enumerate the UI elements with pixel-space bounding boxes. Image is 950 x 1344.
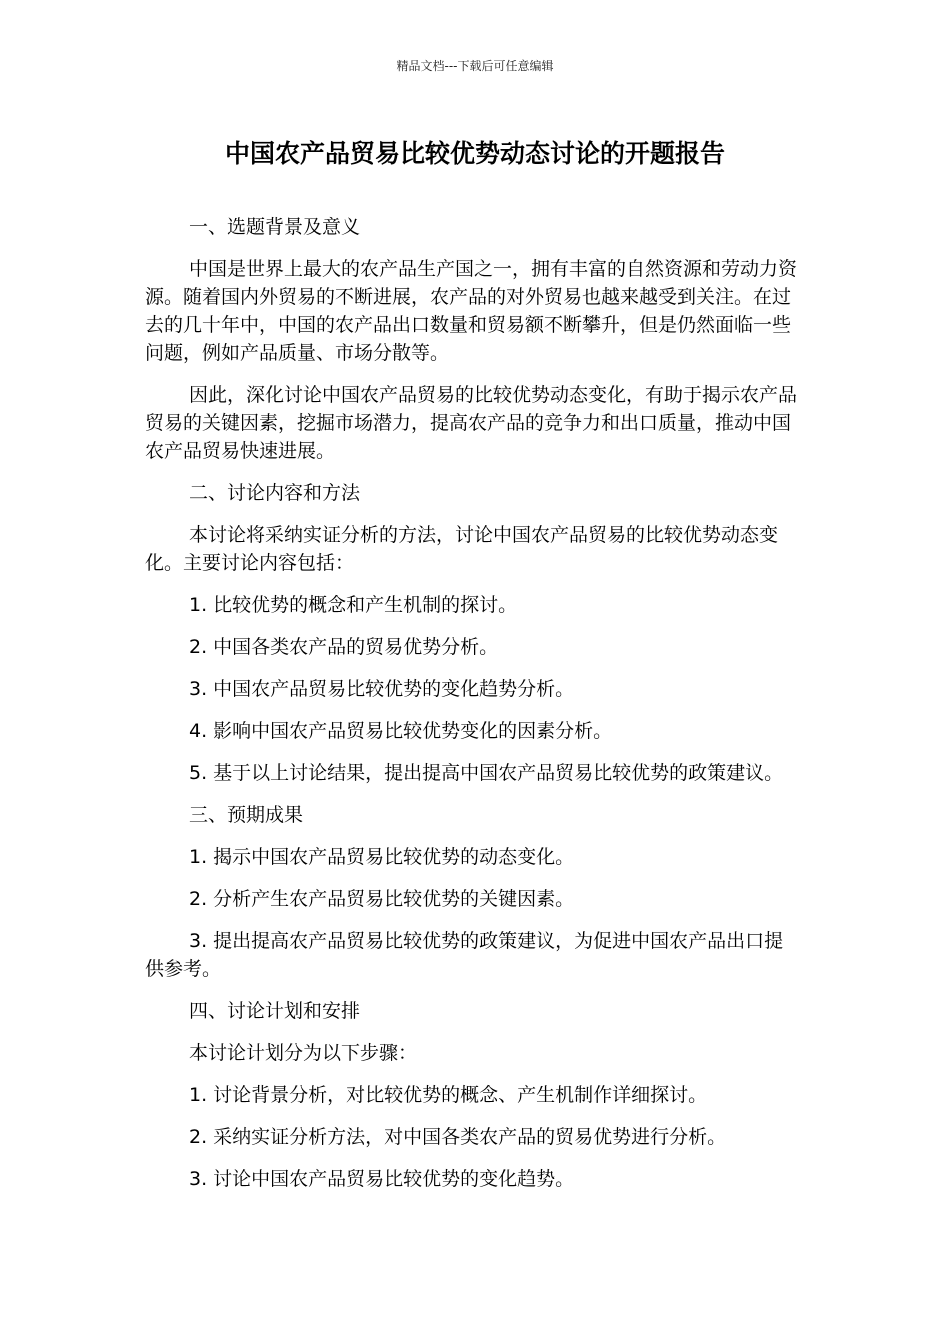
section-heading-plan: 四、讨论计划和安排 (189, 1000, 361, 1022)
section-heading-background: 一、选题背景及意义 (189, 216, 361, 238)
document-body (145, 213, 801, 1207)
list-item-content-2: 2. 中国各类农产品的贸易优势分析。 (189, 636, 499, 658)
list-item-content-3: 3. 中国农产品贸易比较优势的变化趋势分析。 (189, 678, 575, 700)
paragraph-significance: 因此，深化讨论中国农产品贸易的比较优势动态变化，有助于揭示农产品贸易的关键因素，挖掘市场潜力，提高农产品的竞争力和出口质量，推动中国农产品贸易快速进展。 (145, 384, 798, 462)
list-item-plan-1: 1. 讨论背景分析，对比较优势的概念、产生机制作详细探讨。 (189, 1084, 708, 1106)
list-item-result-2: 2. 分析产生农产品贸易比较优势的关键因素。 (189, 888, 575, 910)
list-item-content-1: 1. 比较优势的概念和产生机制的探讨。 (189, 594, 518, 616)
list-item-content-4: 4. 影响中国农产品贸易比较优势变化的因素分析。 (189, 720, 613, 742)
list-item-result-3: 3. 提出提高农产品贸易比较优势的政策建议，为促进中国农产品出口提供参考。 (145, 930, 784, 980)
list-item-content-5: 5. 基于以上讨论结果，提出提高中国农产品贸易比较优势的政策建议。 (189, 762, 784, 784)
section-heading-expected-results: 三、预期成果 (189, 804, 304, 826)
list-item-plan-3: 3. 讨论中国农产品贸易比较优势的变化趋势。 (189, 1168, 575, 1190)
document-title: 中国农产品贸易比较优势动态讨论的开题报告 (224, 139, 725, 168)
list-item-plan-2: 2. 采纳实证分析方法，对中国各类农产品的贸易优势进行分析。 (189, 1126, 727, 1148)
page-header: 精品文档---下载后可任意编辑 (396, 59, 554, 73)
paragraph-background: 中国是世界上最大的农产品生产国之一，拥有丰富的自然资源和劳动力资源。随着国内外贸易的不断进展，农产品的对外贸易也越来越受到关注。在过去的几十年中，中国的农产品出口数量和贸易额不断攀升，但是仍然面临一些问题，例如产品质量、市场分散等。 (145, 258, 798, 364)
paragraph-method-intro: 本讨论将采纳实证分析的方法，讨论中国农产品贸易的比较优势动态变化。主要讨论内容包括： (145, 524, 779, 574)
list-item-result-1: 1. 揭示中国农产品贸易比较优势的动态变化。 (189, 846, 575, 868)
paragraph-plan-intro: 本讨论计划分为以下步骤： (189, 1042, 418, 1064)
section-heading-content-method: 二、讨论内容和方法 (189, 482, 361, 504)
